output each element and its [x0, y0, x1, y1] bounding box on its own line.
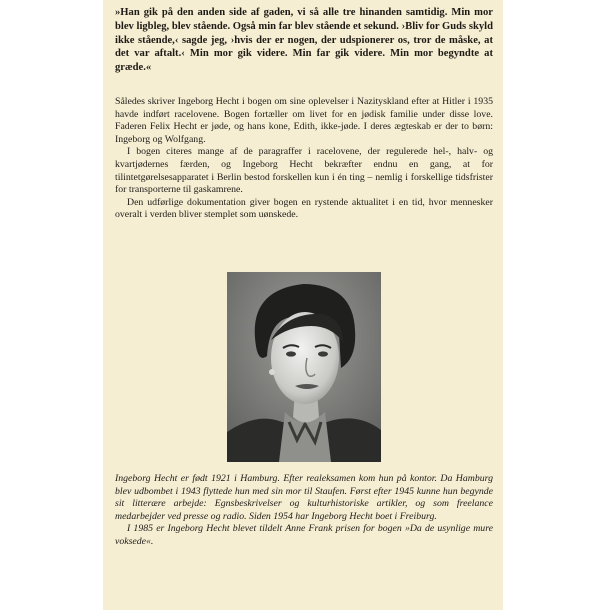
opening-quote: »Han gik på den anden side af gaden, vi så alle tre hinanden samtidig. Min mor blev ligbleg, blev stående. Også min far blev stående et sekund. ›Bliv for Guds skyld ikke stående,‹ sagde jeg, ›hvis der er nogen, der udspionerer os, tror de måske, at det var aftalt.‹ Min mor gik videre. Min far gik videre. Min mor begyndte at græde.«: [115, 7, 493, 74]
author-bio-caption: [115, 473, 493, 549]
portrait-illustration: [227, 272, 381, 462]
caption-paragraph: Ingeborg Hecht er født 1921 i Hamburg. Efter realeksamen kom hun på kontor. Da Hamburg blev udbombet i 1943 flyttede hun med sin mor til Staufen. Først efter 1945 kunne hun begynde sit litterære arbejde: Egnsbeskrivelser og kulturhistoriske artikler, og som freelance medarbejder ved presse og radio. Siden 1954 har Ingeborg Hecht boet i Freiburg.: [115, 473, 493, 522]
blurb-text: [115, 96, 493, 222]
caption-paragraph: I 1985 er Ingeborg Hecht blevet tildelt Anne Frank prisen for bogen »Da de usynlige mure voksede«.: [115, 523, 493, 547]
blurb-paragraph: I bogen citeres mange af de paragraffer i racelovene, der regulerede hel-, halv- og kvartjødernes færden, og Ingeborg Hecht bekræfter endnu en gang, at for tilintetgørelsesapparatet i Berlin bestod forskellen kun i én ting – nemlig i forskellige tidsfrister for transporterne til gaskamrene.: [115, 146, 493, 196]
blurb-paragraph: Den udførlige dokumentation giver bogen en rystende aktualitet i en tid, hvor mennesker overalt i verden bliver stemplet som uønskede.: [115, 196, 493, 221]
book-back-cover: [103, 0, 503, 610]
author-portrait-photo: [227, 272, 381, 462]
blurb-paragraph: Således skriver Ingeborg Hecht i bogen om sine oplevelser i Nazityskland efter at Hitler i 1935 havde indført racelovene. Bogen fortæller om livet for en jødisk familie under disse love. Faderen Felix Hecht er jøde, og hans kone, Edith, ikke-jøde. I deres ægteskab er der to børn: Ingeborg og Wolfgang.: [115, 96, 493, 145]
